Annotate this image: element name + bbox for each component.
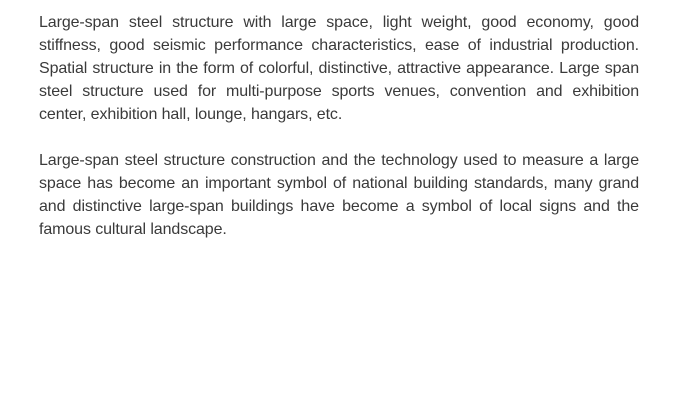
article-body (39, 11, 639, 241)
paragraph-1: Large-span steel structure with large space, light weight, good economy, good stiffness, good seismic performance characteristics, ease of industrial production. Spatial structure in the form of colorful, distinctive, attractive appearance. Large span steel structure used for multi-purpose sports venues, convention and exhibition center, exhibition hall, lounge, hangars, etc. (39, 14, 639, 123)
paragraph-2: Large-span steel structure construction and the technology used to measure a large space has become an important symbol of national building standards, many grand and distinctive large-span buildings have become a symbol of local signs and the famous cultural landscape. (39, 152, 639, 238)
